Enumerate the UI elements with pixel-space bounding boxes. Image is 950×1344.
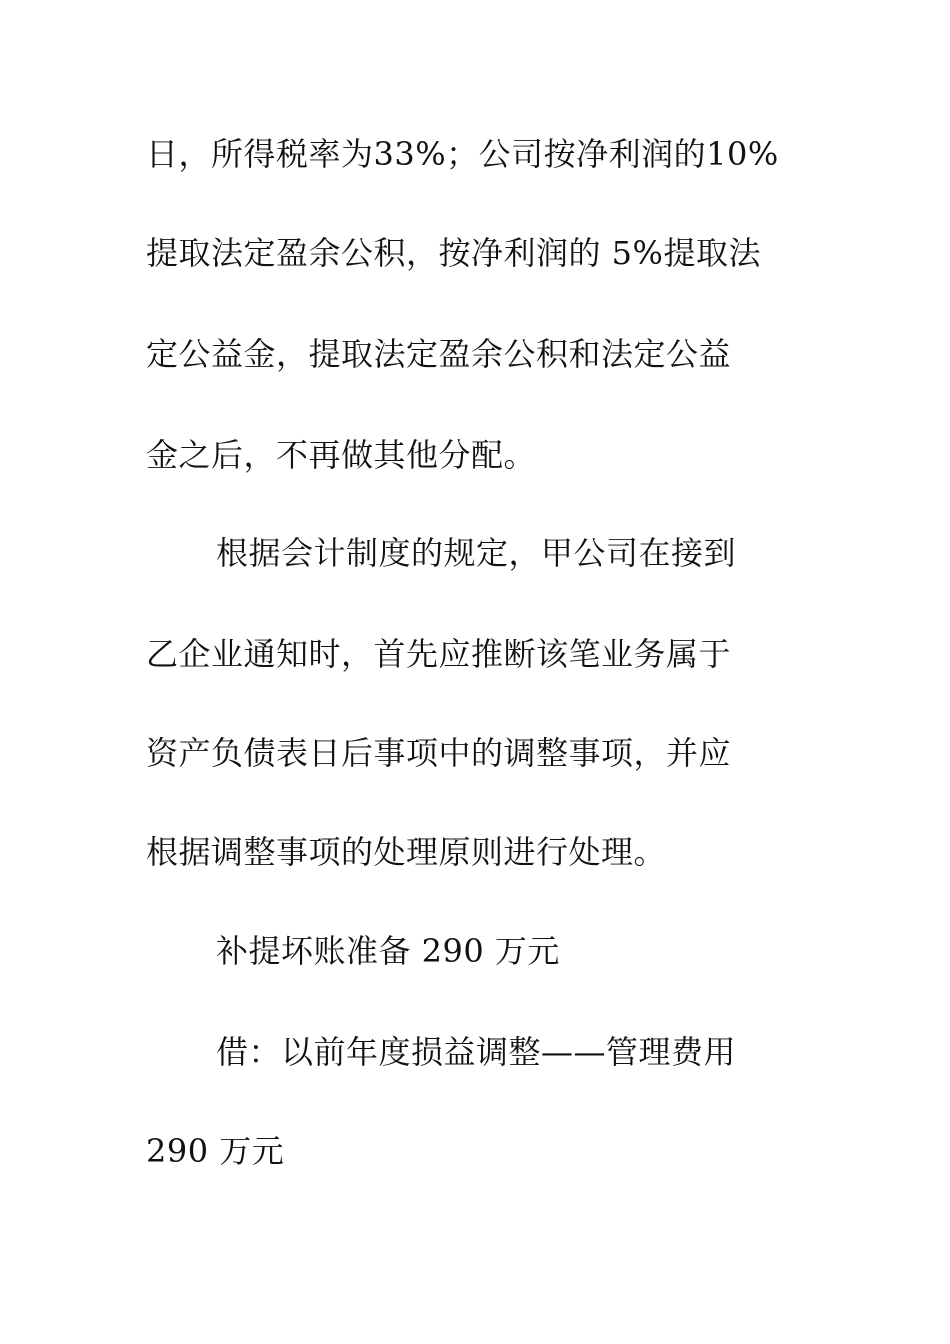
journal-heading: 补提坏账准备 290 万元 xyxy=(216,932,560,970)
paragraph-line-8: 根据调整事项的处理原则进行处理。 xyxy=(146,833,667,871)
paragraph-line-1: 日，所得税率为33%；公司按净利润的10% xyxy=(146,135,779,173)
paragraph-line-4: 金之后，不再做其他分配。 xyxy=(146,436,537,474)
journal-entry-line: 借：以前年度损益调整——管理费用 xyxy=(216,1033,737,1071)
paragraph-line-7: 资产负债表日后事项中的调整事项，并应 xyxy=(146,734,732,772)
paragraph-line-2: 提取法定盈余公积，按净利润的 5%提取法 xyxy=(146,234,761,272)
journal-entry-amount: 290 万元 xyxy=(146,1132,285,1170)
paragraph-line-6: 乙企业通知时，首先应推断该笔业务属于 xyxy=(146,635,732,673)
paragraph-line-5: 根据会计制度的规定，甲公司在接到 xyxy=(216,534,737,572)
paragraph-line-3: 定公益金，提取法定盈余公积和法定公益 xyxy=(146,335,732,373)
